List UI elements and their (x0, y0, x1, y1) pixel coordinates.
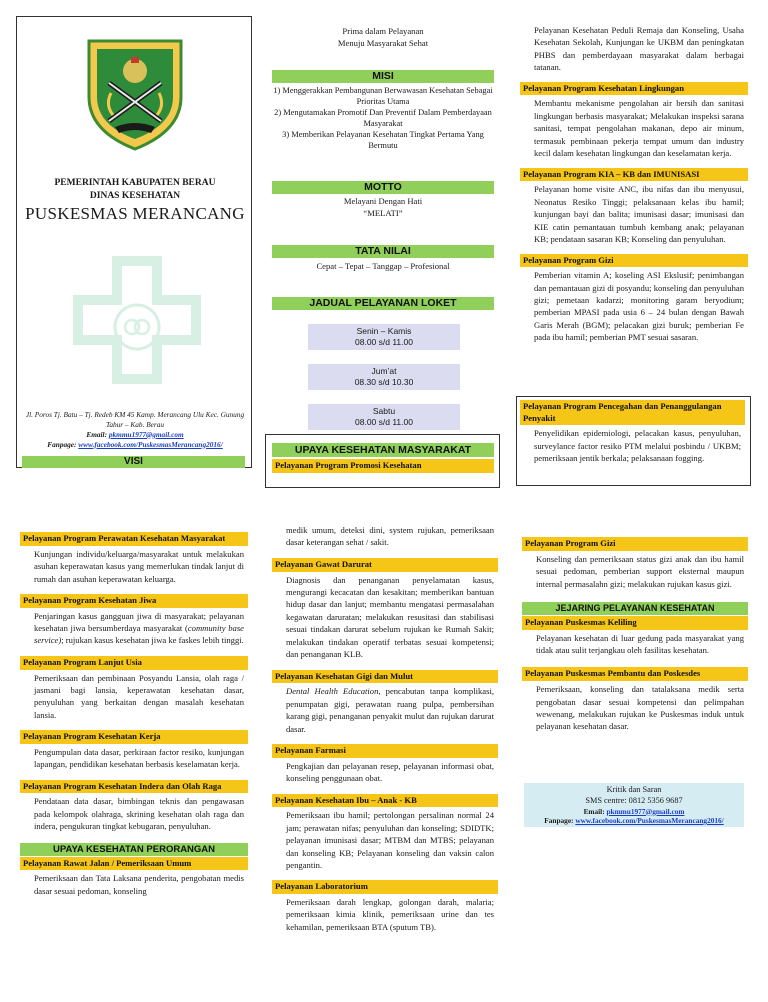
misi-heading: MISI (272, 70, 494, 83)
sec-kerja-title: Pelayanan Program Kesehatan Kerja (20, 730, 248, 744)
visi-heading: VISI (22, 456, 245, 468)
col3-top (520, 22, 748, 344)
motto-text (272, 196, 494, 219)
rawat-jalan-continued: medik umum, deteksi dini, system rujukan, pemeriksaan dasar keterangan sehat / sakit. (286, 525, 494, 548)
sec-gizi-title: Pelayanan Program Gizi (520, 254, 748, 268)
sec-perkesmas-body: Kunjungan individu/keluarga/masyarakat untuk melakukan asuhan keperawatan kasus yang memerlukan tindak lanjut di rumah dan asuhan keperawatan keluarga. (34, 548, 244, 584)
schedule-time: 08.30 s/d 10.30 (354, 377, 414, 388)
contact-fanpage-label: Fanpage: (544, 816, 574, 826)
contact-email-label: Email: (583, 806, 605, 816)
jejaring-heading: JEJARING PELAYANAN KESEHATAN (522, 602, 748, 615)
sec-gizi-ukp-body: Konseling dan pemeriksaan status gizi anak dan ibu hamil sesuai pedoman, pemberian support eksternal maupun internal permasalahn gizi; melakukan rujukan kasus gizi. (536, 553, 744, 589)
schedule-time: 08.00 s/d 11.00 (355, 337, 413, 348)
sec-gigi-title: Pelayanan Kesehatan Gigi dan Mulut (272, 670, 498, 684)
schedule-slot-3 (308, 404, 460, 430)
tata-nilai-heading: TATA NILAI (272, 245, 494, 258)
cover-panel (16, 16, 252, 468)
contact-box (524, 783, 744, 827)
dental-health-education: Dental Health Education (286, 686, 379, 697)
promkes-heading: Pelayanan Program Promosi Kesehatan (272, 459, 494, 473)
misi-item-1: 1) Menggerakkan Pembangunan Berwawasan Kesehatan Sebagai Prioritas Utama (273, 86, 493, 106)
ukp-heading: UPAYA KESEHATAN PERORANGAN (20, 843, 248, 856)
vision-line-2: Menuju Masyarakat Sehat (337, 37, 429, 48)
sec-kia-kb-body: Pemeriksaan ibu hamil; pertolongan persalinan normal 24 jam; perawatan nifas; penyuluhan dan konseling; SDIDTK; pelayanan imunisasi dasar; MTBM dan MTBS; pelayanan dan konseling KB; Pelayanan konseling dan vaksin calon pengantin. (286, 810, 494, 870)
sec-kesling-body: Membantu mekanisme pengolahan air bersih dan sanitasi lingkungan berbasis masyarakat; Melakukan inspeksi sarana sanitasi, tempat pengolahan makanan, depo air minum, termasuk pembinaan pekerja tempat umum dan industry kecil dalam kesehatan lingkungan dan keselamatan kerja. (534, 98, 744, 159)
sec-p2p-body: Penyelidikan epidemiologi, pelacakan kasus, penyuluhan, surveylance factor resiko PTM melalui posbindu / UKBM; pemeriksaan jentik berkala; pelaksanaan fogging. (534, 428, 741, 464)
email-label: Email: (86, 429, 108, 439)
schedule-day: Sabtu (372, 406, 396, 416)
sec-p2p-title: Pelayanan Program Pencegahan dan Penanggulangan Penyakit (520, 400, 745, 425)
org-line-2: DINAS KESEHATAN (89, 191, 181, 201)
berau-emblem-icon (85, 35, 185, 153)
health-cross-watermark-icon (72, 255, 202, 385)
sec-kia-title: Pelayanan Program KIA – KB dan IMUNISASI (520, 168, 748, 182)
sms-centre: SMS centre: 0812 5356 9687 (585, 795, 683, 805)
ukm-heading: UPAYA KESEHATAN MASYARAKAT (272, 443, 494, 457)
rawat-jalan-body: Pemeriksaan dan Tata Laksana penderita, pengobatan medis dasar sesuai pedoman, konseling (34, 873, 244, 896)
col2-bottom (272, 522, 498, 933)
sec-perkesmas-title: Pelayanan Program Perawatan Kesehatan Masyarakat (20, 532, 248, 546)
jadual-heading: JADUAL PELAYANAN LOKET (272, 297, 494, 310)
sec-kia-kb-title: Pelayanan Kesehatan Ibu – Anak - KB (272, 794, 498, 808)
misi-list (272, 86, 494, 152)
motto-heading: MOTTO (272, 181, 494, 194)
schedule-time: 08.00 s/d 11.00 (355, 417, 413, 428)
sec-gigi-body-rest: , pencabutan tanpa komplikasi, penumpatan gigi, perawatan ruang pulpa, pembersihan karang gigi, penanganan penyakit mulut dan rujukan darurat dasar. (286, 686, 494, 734)
motto-line-2: “MELATI” (363, 207, 403, 218)
misi-item-3: 3) Memberikan Pelayanan Kesehatan Tingkat Pertama Yang Bermutu (282, 129, 484, 150)
tata-nilai-text: Cepat – Tepat – Tanggap – Profesional (316, 261, 450, 271)
col3-bottom (522, 537, 748, 733)
vision-text (272, 26, 494, 49)
motto-line-1: Melayani Dengan Hati (343, 196, 423, 206)
schedule-slot-2 (308, 364, 460, 390)
sec-igd-body: Diagnosis dan penanganan penyelamatan kasus, mengurangi kecacatan dan kesakitan; memberikan bantuan hidup dasar dan lanjut; membantu mengatasi permasalahan kegawatan daruratan; melakukan resusitasi dan stabilisasi sesuai tindakan darurat sebelum rujukan ke Rumah Sakit; melakukan tindakan operatif terbatas sesuai kompetensi; dan penanganan KLB. (286, 574, 494, 660)
sec-kia-body: Pelayanan home visite ANC, ibu nifas dan ibu menyusui, Neonatus Resiko Tinggi; pelaksanaan kelas ibu hamil; kunjungan bayi dan balita; imunisasi dasar; imunisasi dan KIE catin pemantauan tumbuh kembang anak; pelayanan KB; pendataan sasaran KB; Konseling dan penyuluhan. (534, 184, 744, 245)
cover-address-block (19, 410, 251, 449)
sec-gizi-ukp-title: Pelayanan Program Gizi (522, 537, 748, 551)
sec-indera-body: Pendataan data dasar, bimbingan teknis dan pengawasan pada kelompok olahraga, skrining kesehatan olah raga dan indera, pengukuran tingkat kebugaran, penyuluhan. (34, 796, 244, 832)
sec-igd-title: Pelayanan Gawat Darurat (272, 558, 498, 572)
sec-gizi-body: Pemberian vitamin A; koseling ASI Ekslusif; penimbangan dan pemantauan gizi di posyandu; konseling dan penyuluhan gizi; pemetaan kadarzi; monitoring garam beryodium; pemberian MPASI pada usia 6 – 24 bulan dengan Bawah Garis Merah (BGM); pelacakan gizi buruk; pemberian Fe pada ibu hamil; pemberian PMT sesuai sasaran. (534, 270, 744, 343)
sec-pustu-title: Pelayanan Puskesmas Pembantu dan Poskesdes (522, 667, 748, 681)
sec-jiwa-body: Penjaringan kasus gangguan jiwa di masyarakat; pelayanan kesehatan jiwa bersumberdaya masyarakat (community base service); rujukan kasus kesehatan jiwa ke faskes lebih tinggi. (34, 610, 244, 646)
puskesmas-name: PUSKESMAS MERANCANG (25, 204, 245, 223)
address-text: Jl. Poros Tj. Batu – Tj. Redeb KM 45 Kamp. Merancang Ulu Kec. Gunung Tabur – Kab. Berau (25, 410, 245, 429)
sec-pusling-title: Pelayanan Puskesmas Keliling (522, 616, 748, 630)
fanpage-label: Fanpage: (47, 439, 77, 449)
sec-indera-title: Pelayanan Program Kesehatan Indera dan Olah Raga (20, 780, 248, 794)
schedule-day: Senin – Kamis (356, 326, 412, 336)
sec-lab-title: Pelayanan Laboratorium (272, 880, 498, 894)
schedule-day: Jum’at (371, 366, 397, 376)
sec-gigi-body (272, 683, 498, 735)
org-line-1: PEMERINTAH KABUPATEN BERAU (54, 178, 216, 188)
sec-jiwa-title: Pelayanan Program Kesehatan Jiwa (20, 594, 248, 608)
sec-pusling-body: Pelayanan kesehatan di luar gedung pada masyarakat yang tidak atau sulit terjangkau oleh fasilitas kesehatan. (536, 632, 744, 655)
sec-p2p (520, 400, 745, 465)
remaja-intro: Pelayanan Kesehatan Peduli Remaja dan Konseling, Usaha Kesehatan Sekolah, Kunjungan ke UKBM dan peningkatan PHBS dan pemberdayaan masyarakat dalam berbagai tatanan. (534, 25, 744, 73)
contact-fanpage-link[interactable]: www.facebook.com/PuskesmasMerancang2016/ (575, 816, 724, 826)
sec-kesling-title: Pelayanan Program Kesehatan Lingkungan (520, 82, 748, 96)
sec-pustu-body: Pemeriksaan, konseling dan tatalaksana medik serta pengobatan dasar sesuai kompetensi dan pelimpahan wewenang, melakukan rujukan ke Puskesmas induk untuk pelayanan kesehatan dasar. (536, 684, 744, 732)
sec-farmasi-title: Pelayanan Farmasi (272, 744, 498, 758)
vision-line-1: Prima dalam Pelayanan (342, 26, 424, 36)
sec-lab-body: Pemeriksaan darah lengkap, golongan darah, malaria; pemeriksaan kimia klinik, pemeriksaan urine dan tes kehamilan, pemeriksaan BTA (sputum TB). (286, 897, 494, 932)
sec-lansia-title: Pelayanan Program Lanjut Usia (20, 656, 248, 670)
fanpage-link[interactable]: www.facebook.com/PuskesmasMerancang2016/ (78, 439, 223, 449)
col1-bottom (20, 532, 248, 897)
rawat-jalan-title: Pelayanan Rawat Jalan / Pemeriksaan Umum (20, 857, 248, 871)
contact-email-link[interactable]: pkmmu1977@gmail.com (606, 806, 685, 816)
misi-item-2: 2) Mengutamakan Promotif Dan Preventif Dalam Pemberdayaan Masyarakat (274, 107, 492, 128)
schedule-slot-1 (308, 324, 460, 350)
sec-farmasi-body: Pengkajian dan pelayanan resep, pelayanan informasi obat, konseling penggunaan obat. (286, 760, 494, 784)
contact-title: Kritik dan Saran (606, 785, 662, 794)
sec-lansia-body: Pemeriksaan dan pembinaan Posyandu Lansia, olah raga / jasmani bagi lansia, keperawatan kesehatan dasar, penyuluhan yang berkaitan dengan masalah kesehatan lansia. (34, 672, 244, 720)
sec-kerja-body: Pengumpulan data dasar, perkiraan factor resiko, kunjungan lapangan, pendidikan kesehatan berbasis keselamatan kerja. (34, 746, 244, 770)
email-link[interactable]: pkmmu1977@gmail.com (108, 429, 184, 439)
